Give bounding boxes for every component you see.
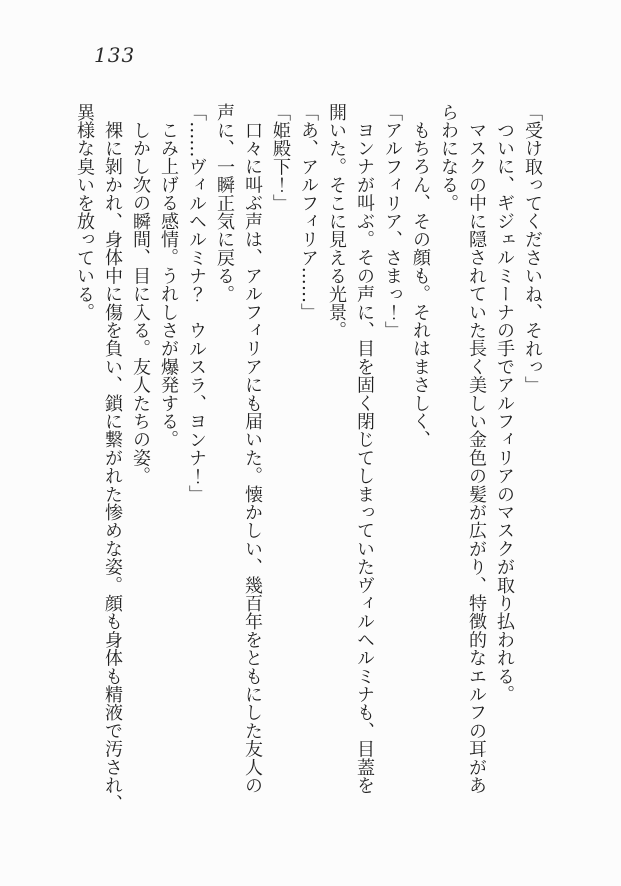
- text-line: マスクの中に隠されていた長く美しい金色の髪が広がり、特徴的なエルフの耳があ: [466, 121, 487, 795]
- text-line: 裸に剝かれ、身体中に傷を負い、鎖に繋がれた惨めな姿。顔も身体も精液で汚され、: [102, 121, 123, 813]
- text-line: 口々に叫ぶ声は、アルフィリアにも届いた。懐かしい、幾百年をともにした友人の: [242, 121, 263, 795]
- text-line: 「アルフィリア、さまっ！」: [382, 103, 403, 340]
- text-line: こみ上げる感情。うれしさが爆発する。: [158, 121, 179, 449]
- text-line: 異様な臭いを放っている。: [74, 103, 95, 322]
- novel-text-block: [70, 103, 546, 843]
- text-line: らわになる。: [438, 103, 459, 213]
- text-line: 「姫殿下！」: [270, 103, 291, 213]
- text-line: 「受け取ってくださいね、それっ」: [522, 103, 543, 395]
- text-line: ヨンナが叫ぶ。その声に、目を固く閉じてしまっていたヴィルヘルミナも、目蓋を: [354, 121, 375, 795]
- text-line: もちろん、その顔も。それはまさしく、: [410, 121, 431, 449]
- page-number: 133: [94, 43, 136, 67]
- text-line: 声に、一瞬正気に戻る。: [214, 103, 235, 304]
- text-line: 「……ヴィルヘルミナ？ ウルスラ、ヨンナ！」: [186, 103, 207, 504]
- text-line: しかし次の瞬間、目に入る。友人たちの姿。: [130, 121, 151, 485]
- text-line: 開いた。そこに見える光景。: [326, 103, 347, 340]
- text-line: 「あ、アルフィリア……」: [298, 103, 319, 322]
- text-line: ついに、ギジェルミーナの手でアルフィリアのマスクが取り払われる。: [494, 121, 515, 704]
